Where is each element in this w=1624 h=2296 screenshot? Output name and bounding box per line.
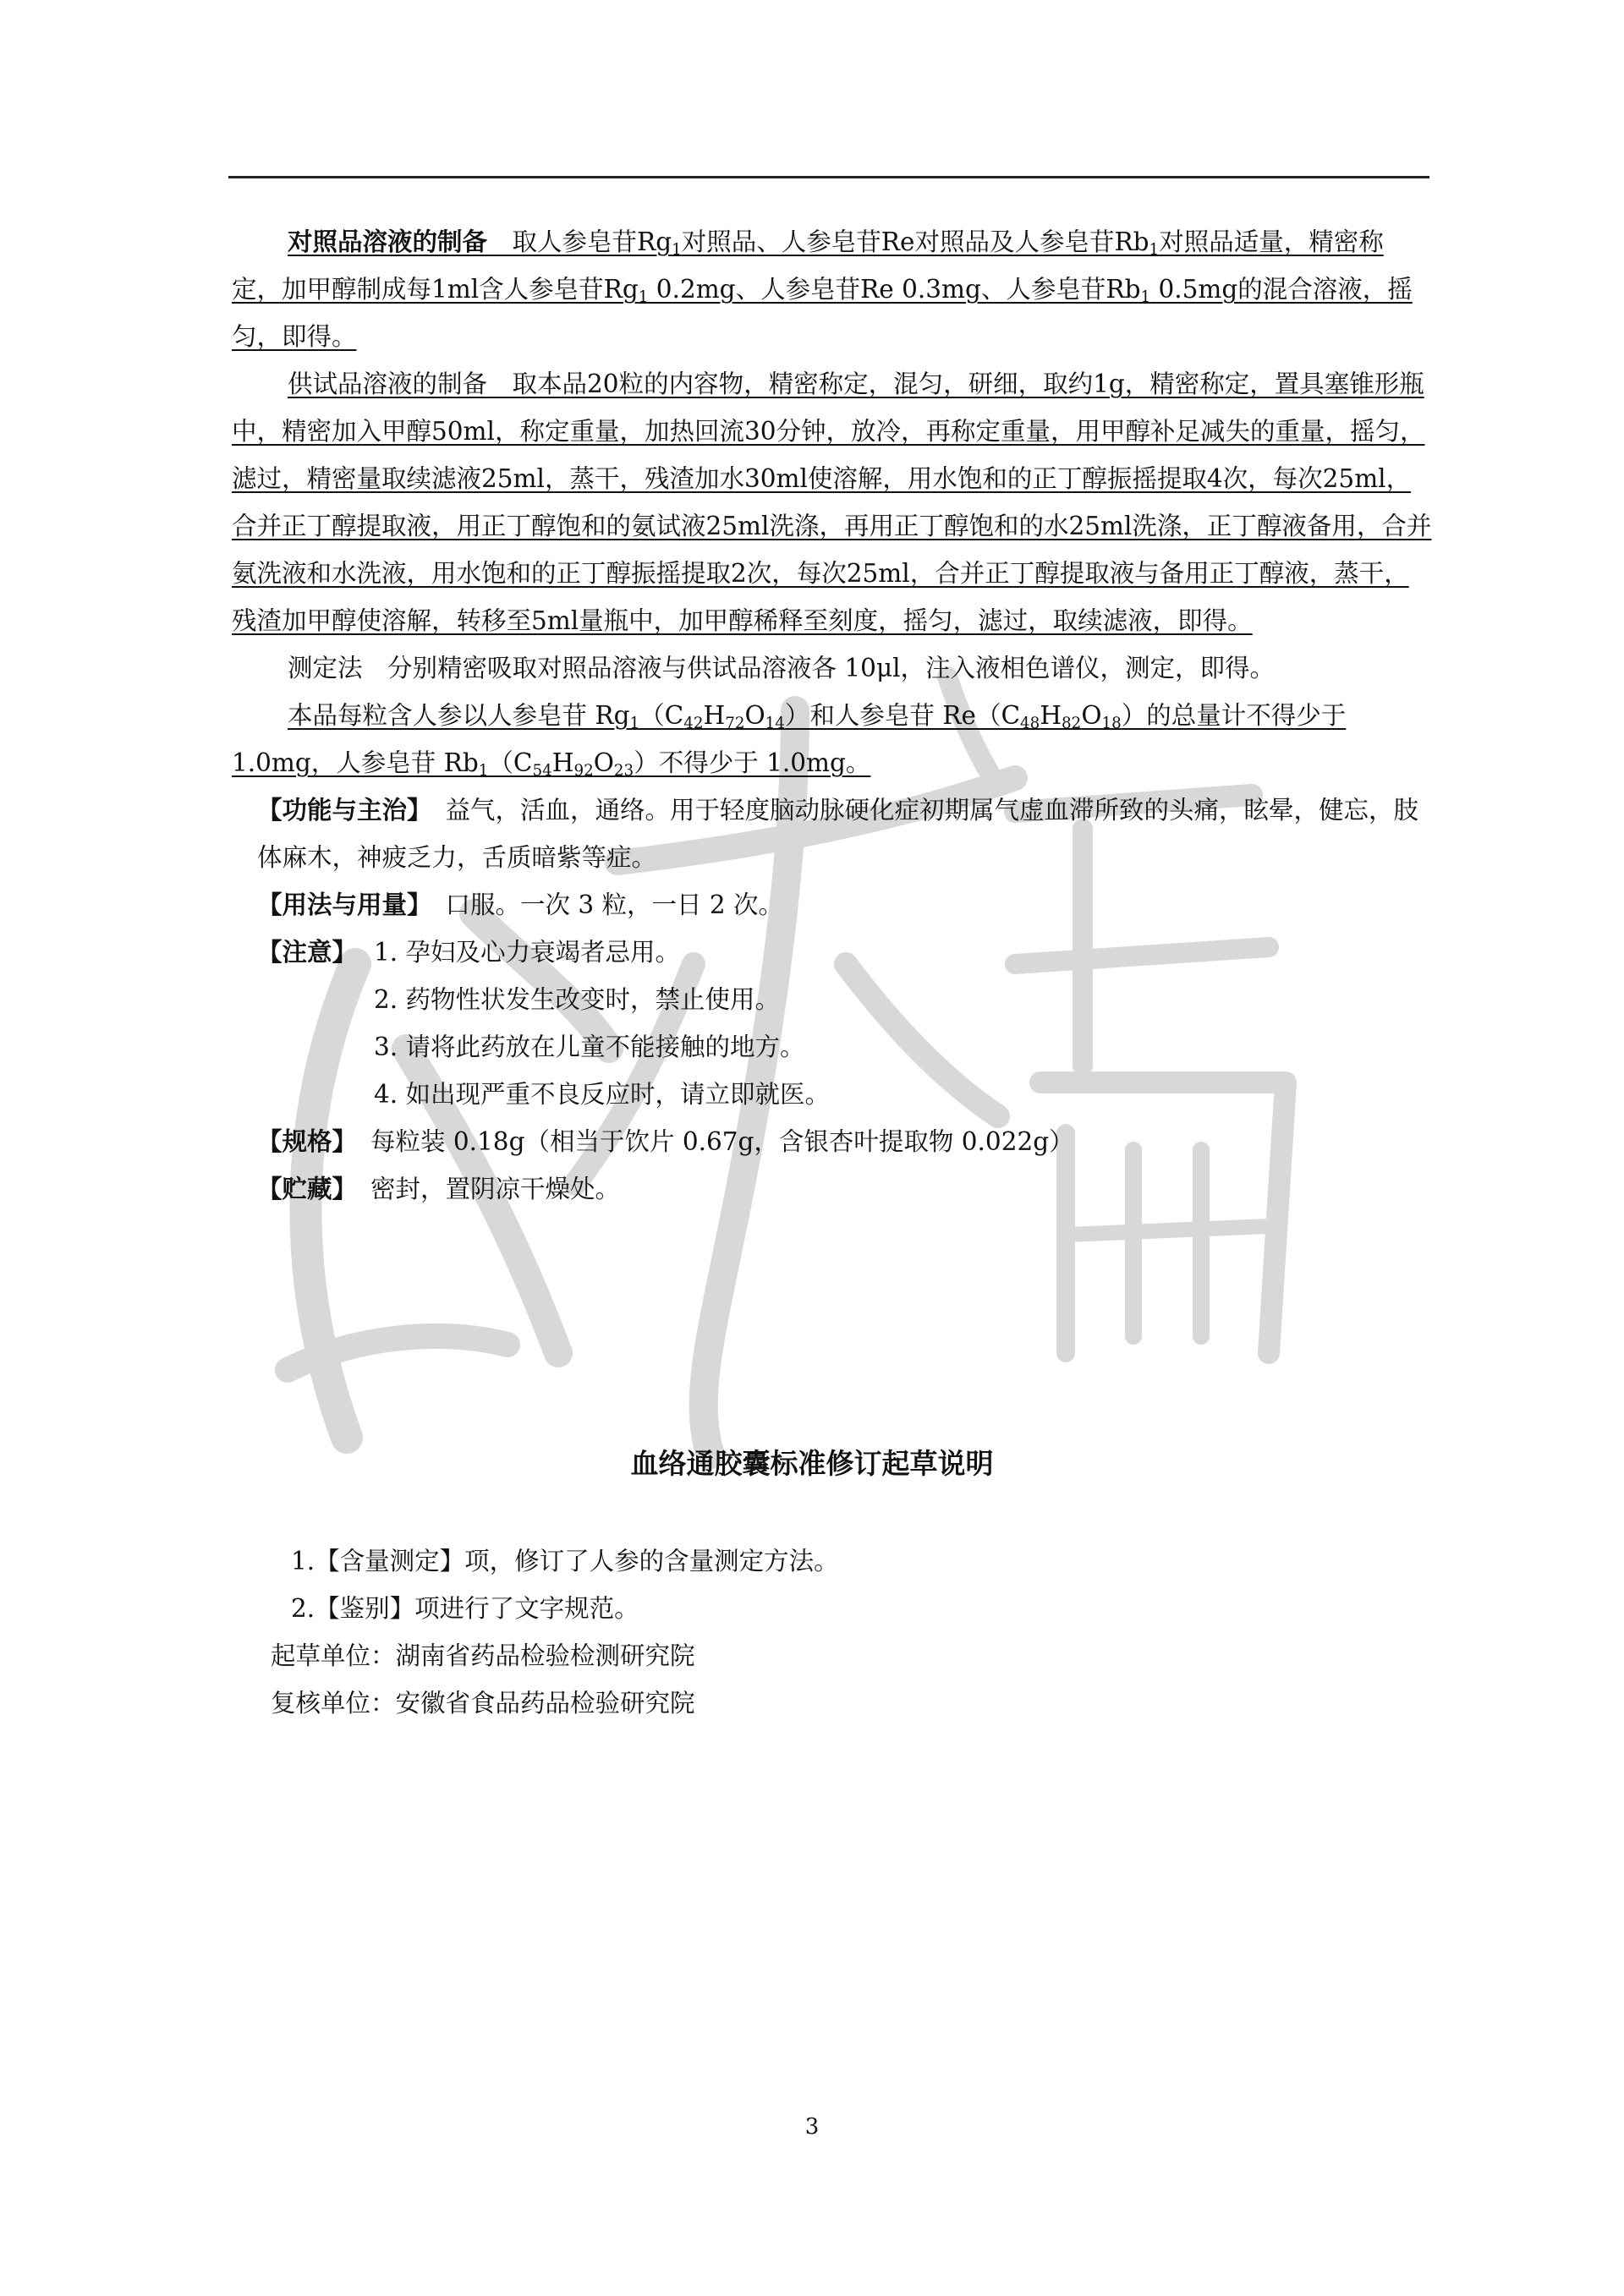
caution-item: 4. 如出现严重不良反应时，请立即就医。 (374, 1080, 831, 1109)
reviewing-unit: 复核单位：安徽省食品药品检验研究院 (271, 1689, 695, 1718)
function-label: 【功能与主治】 (257, 796, 432, 825)
usage-label: 【用法与用量】 (257, 890, 432, 919)
method-text: 分别精密吸取对照品溶液与供试品溶液各 10μl，注入液相色谱仪，测定，即得。 (387, 654, 1276, 682)
reference-solution-paragraph: 对照品溶液的制备 取人参皂苷$Rg_1$对照品、人参皂苷Re对照品及人参皂苷$Rb_1$对照品适量，精密称定，加甲醇制成每1ml含人参皂苷$Rg_1$ 0.2mg、人参皂苷Re 0.3mg、人参皂苷$Rb_1$ 0.5mg的混合溶液，摇匀，即得。 (232, 227, 1413, 351)
caution-item: 3. 请将此药放在儿童不能接触的地方。 (374, 1033, 805, 1061)
function-text: 益气，活血，通络。用于轻度脑动脉硬化症初期属气虚血滞所致的头痛，眩晕，健忘，肢体麻木，神疲乏力，舌质暗紫等症。 (257, 796, 1419, 872)
sample-solution-paragraph (232, 360, 1433, 644)
document-body (232, 218, 1433, 1213)
page-number: 3 (804, 2114, 820, 2140)
caution-item: 2. 药物性状发生改变时，禁止使用。 (374, 985, 781, 1014)
revision-notes (271, 1537, 839, 1727)
storage-section (232, 1165, 1433, 1213)
revision-note-title: 血络通胶囊标准修订起草说明 (630, 1447, 994, 1480)
header-rule (228, 176, 1429, 178)
spec-text: 每粒装 0.18g（相当于饮片 0.67g，含银杏叶提取物 0.022g） (370, 1127, 1074, 1156)
content-requirement-paragraph: 本品每粒含人参以人参皂苷 $Rg_1(C_{42}H_{72}O_{14})$和人参皂苷 $Re(C_{48}H_{82}O_{18})$的总量计不得少于1.0mg，人参皂苷 $Rb_1(C_{54}H_{92}O_{23})$不得少于 1.0mg。 (232, 701, 1347, 781)
caution-section (232, 929, 1433, 1118)
drafting-unit: 起草单位：湖南省药品检验检测研究院 (271, 1641, 695, 1670)
function-section (232, 786, 1433, 881)
revision-note-item: 2.【鉴别】项进行了文字规范。 (291, 1594, 639, 1623)
storage-label: 【贮藏】 (257, 1175, 358, 1203)
spec-label: 【规格】 (257, 1127, 358, 1156)
reference-solution-heading: 对照品溶液的制备 (288, 227, 488, 256)
sample-solution-heading: 供试品溶液的制备 (288, 370, 488, 398)
spec-section (232, 1118, 1433, 1165)
storage-text: 密封，置阴凉干燥处。 (370, 1175, 621, 1203)
revision-note-item: 1.【含量测定】项，修订了人参的含量测定方法。 (291, 1547, 839, 1575)
caution-label: 【注意】 (257, 938, 358, 967)
caution-item: 1. 孕妇及心力衰竭者忌用。 (374, 938, 681, 967)
method-paragraph (232, 644, 1433, 692)
usage-text: 口服。一次 3 粒，一日 2 次。 (445, 890, 784, 919)
sample-solution-text: 取本品20粒的内容物，精密称定，混匀，研细，取约1g，精密称定，置具塞锥形瓶中，精密加入甲醇50ml，称定重量，加热回流30分钟，放冷，再称定重量，用甲醇补足减失的重量，摇匀，滤过，精密量取续滤液25ml，蒸干，残渣加水30ml使溶解，用水饱和的正丁醇振摇提取4次，每次25ml，合并正丁醇提取液，用正丁醇饱和的氨试液25ml洗涤，再用正丁醇饱和的水25ml洗涤，正丁醇液备用，合并氨洗液和水洗液，用水饱和的正丁醇振摇提取2次，每次25ml，合并正丁醇提取液与备用正丁醇液，蒸干，残渣加甲醇使溶解，转移至5ml量瓶中，加甲醇稀释至刻度，摇匀，滤过，取续滤液，即得。 (232, 370, 1432, 635)
method-heading: 测定法 (288, 654, 363, 682)
usage-section (232, 881, 1433, 929)
caution-list (374, 929, 830, 1118)
